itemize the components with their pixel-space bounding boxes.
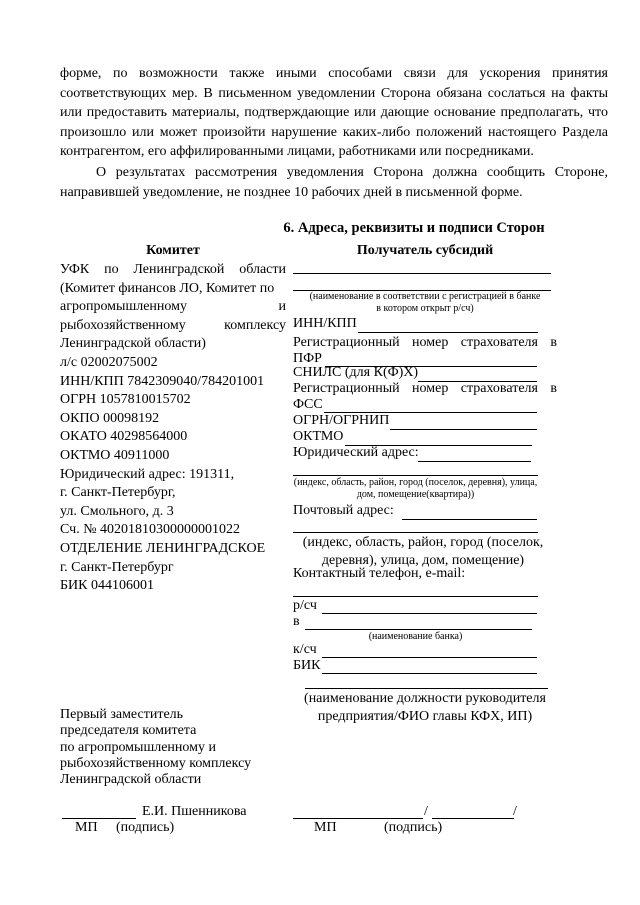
recipient-heading: Получатель субсидий <box>356 243 494 258</box>
recipient-mp: МП <box>314 820 337 835</box>
recipient-bik-label: БИК <box>293 658 321 673</box>
recipient-ogrn-label: ОГРН/ОГРНИП <box>293 413 390 428</box>
paragraph-notice-result: О результатах рассмотрения уведомления Сторона должна сообщить Стороне, направившей уведомление, не позднее 10 рабочих дней в письменной форме. <box>60 165 608 200</box>
committee-name-line2: (Комитет финансов ЛО, Комитет по <box>60 280 275 296</box>
committee-okpo: ОКПО 00098192 <box>60 410 160 426</box>
recipient-rs-field[interactable] <box>322 613 537 614</box>
committee-bank: ОТДЕЛЕНИЕ ЛЕНИНГРАДСКОЕ <box>60 540 266 556</box>
recipient-signature-slash-2: / <box>513 804 517 819</box>
recipient-legal-address-line-2[interactable] <box>293 475 538 476</box>
recipient-bik-field[interactable] <box>322 673 537 674</box>
recipient-legal-address-field[interactable] <box>418 461 531 462</box>
committee-signer: Первый заместитель председателя комитета по агропромышленному и рыбохозяйственному комплексу Ленинградской области <box>60 707 252 788</box>
committee-heading: Комитет <box>146 243 200 258</box>
committee-account: Сч. № 40201810300000001022 <box>60 522 241 538</box>
committee-address-2: г. Санкт-Петербург, <box>60 485 176 501</box>
recipient-signature-field[interactable] <box>293 818 423 819</box>
committee-name-line3: агропромышленному и <box>60 299 286 315</box>
recipient-contacts-label: Контактный телефон, e-mail: <box>293 566 466 581</box>
committee-okato: ОКАТО 40298564000 <box>60 429 188 445</box>
recipient-name-caption: (наименование в соответствии с регистрацией в банке в котором открыт р/сч) <box>309 291 541 314</box>
committee-details <box>60 261 286 596</box>
recipient-signature-slash-1: / <box>424 804 428 819</box>
committee-ogrn: ОГРН 1057810015702 <box>60 392 191 408</box>
committee-bik: БИК 044106001 <box>60 578 154 594</box>
recipient-position-field[interactable] <box>305 688 548 689</box>
recipient-position-caption: (наименование должности руководителя предприятия/ФИО главы КФХ, ИП) <box>304 691 546 724</box>
recipient-bank-caption: (наименование банка) <box>368 631 463 642</box>
recipient-inn-label: ИНН/КПП <box>293 316 357 331</box>
recipient-ks-label: к/сч <box>293 642 317 657</box>
paragraph-notice-content: форме, по возможности также иными способами связи для ускорения принятия соответствующих мер. В письменном уведомлении Сторона обязана сослаться на факты или предоставить материалы, подтверждающие или дающие основание предполагать, что произошло или может произойти нарушение каких-либо положений настоящего Раздела контрагентом, его аффилированными лицами, работниками или посредниками. <box>60 66 608 159</box>
recipient-bank-label: в <box>293 614 300 629</box>
recipient-snils-label: СНИЛС (для К(Ф)Х) <box>293 365 419 380</box>
recipient-contacts-field[interactable] <box>293 596 538 597</box>
committee-name-line5: Ленинградской области) <box>60 336 206 352</box>
committee-mp: МП <box>75 820 98 835</box>
recipient-fss-line: Регистрационный номер страхователя в <box>293 381 557 396</box>
recipient-signature-caption: (подпись) <box>384 820 443 835</box>
committee-address-3: ул. Смольного, д. 3 <box>60 503 174 519</box>
committee-signer-name: Е.И. Пшенникова <box>142 804 247 819</box>
recipient-postal-address-field[interactable] <box>402 519 537 520</box>
recipient-signer-name-field[interactable] <box>432 818 514 819</box>
committee-signature-field[interactable] <box>62 818 136 819</box>
recipient-legal-address-label: Юридический адрес: <box>293 445 419 460</box>
recipient-pfr-label: ПФР <box>293 351 322 366</box>
recipient-postal-address-label: Почтовый адрес: <box>293 503 394 518</box>
recipient-name-line-1[interactable] <box>293 273 551 274</box>
recipient-fss-label: ФСС <box>293 397 323 412</box>
recipient-oktmo-label: ОКТМО <box>293 429 344 444</box>
committee-signature-caption: (подпись) <box>116 820 175 835</box>
recipient-pfr-line: Регистрационный номер страхователя в <box>293 335 557 350</box>
recipient-inn-field[interactable] <box>358 332 538 333</box>
recipient-bank-field[interactable] <box>305 629 532 630</box>
committee-ls: л/с 02002075002 <box>60 354 158 370</box>
section-title: 6. Адреса, реквизиты и подписи Сторон <box>283 220 545 236</box>
committee-oktmo: ОКТМО 40911000 <box>60 447 170 463</box>
committee-address-1: Юридический адрес: 191311, <box>60 466 235 482</box>
recipient-rs-label: р/сч <box>293 598 317 613</box>
committee-inn: ИНН/КПП 7842309040/784201001 <box>60 373 265 389</box>
committee-bank-city: г. Санкт-Петербург <box>60 559 174 575</box>
committee-name-line4: рыбохозяйственному комплексу <box>60 317 286 333</box>
recipient-postal-caption: (индекс, область, район, город (поселок, деревня), улица, дом, помещение) <box>302 535 544 568</box>
recipient-legal-address-caption: (индекс, область, район, город (поселок, деревня), улица, дом, помещение(квартира)) <box>293 477 538 500</box>
recipient-ogrn-field[interactable] <box>390 429 537 430</box>
recipient-postal-address-line-2[interactable] <box>293 532 538 533</box>
committee-name-line1: УФК по Ленинградской области <box>60 262 286 277</box>
recipient-ks-field[interactable] <box>322 657 537 658</box>
